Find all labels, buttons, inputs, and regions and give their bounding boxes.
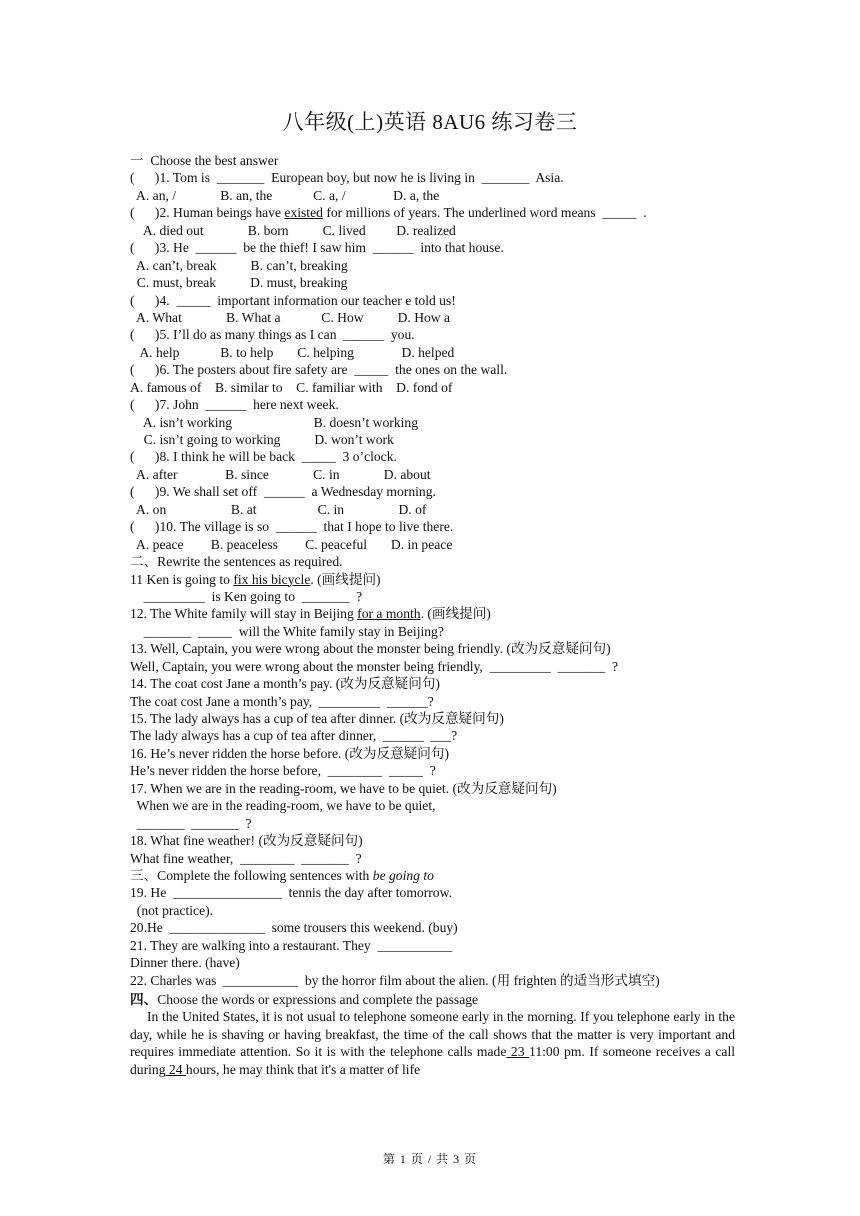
question-18: 18. What fine weather! (改为反意疑问句): [130, 833, 363, 849]
question-12-answer: _______ _____ will the White family stay in Beijing?: [130, 623, 444, 639]
question-17-answer-blanks: _______ _______ ?: [130, 815, 252, 831]
question-3: ( )3. He ______ be the thief! I saw him ______ into that house.: [130, 240, 504, 256]
section-1-header: 一 Choose the best answer: [130, 153, 279, 168]
section-4-header: [130, 991, 735, 1008]
question-6-options: A. famous of B. similar to C. familiar with D. fond of: [130, 379, 453, 395]
worksheet-body: [130, 152, 735, 1078]
question-14-answer: The coat cost Jane a month’s pay, _________ ______?: [130, 693, 434, 709]
blank-24: 24: [165, 1061, 186, 1077]
question-10: ( )10. The village is so ______ that I hope to live there.: [130, 519, 454, 535]
question-3-options-ab: A. can’t, break B. can’t, breaking: [130, 257, 348, 273]
question-2-text: ( )2. Human beings have: [130, 205, 285, 221]
underlined-phrase: fix his bicycle: [233, 571, 311, 587]
question-12: [130, 605, 735, 622]
question-2: [130, 204, 735, 221]
question-8: ( )8. I think he will be back _____ 3 o’clock.: [130, 449, 397, 465]
question-11-answer: _________ is Ken going to _______ ?: [130, 588, 363, 604]
question-11-text: 11 Ken is going to: [130, 571, 234, 587]
section-2-header: 二、Rewrite the sentences as required.: [130, 554, 343, 570]
page-title: 八年级(上)英语 8AU6 练习卷三: [282, 110, 578, 134]
question-16: 16. He’s never ridden the horse before. (改为反意疑问句): [130, 745, 449, 761]
question-5-options: A. help B. to help C. helping D. helped: [130, 344, 455, 360]
question-22: 22. Charles was ___________ by the horror film about the alien. (用 frighten 的适当形式填空): [130, 972, 660, 988]
question-19-hint: (not practice).: [130, 902, 214, 918]
question-9-options: A. on B. at C. in D. of: [130, 501, 427, 517]
question-4: ( )4. _____ important information our teacher e told us!: [130, 292, 456, 308]
question-15-answer: The lady always has a cup of tea after dinner, ______ ___?: [130, 728, 458, 744]
question-21-continued: Dinner there. (have): [130, 955, 240, 971]
passage-text-1: In the United States, it is not usual to telephone someone early in the morning. If you telephone early in the day, while he is shaving or having breakfast, the time of the call shows that the matter is very important and requires immediate attention. So it is with the telephone calls made: [130, 1009, 735, 1060]
question-10-options: A. peace B. peaceless C. peaceful D. in peace: [130, 536, 453, 552]
question-11-text-end: . (画线提问): [310, 571, 381, 587]
question-17-answer: When we are in the reading-room, we have to be quiet,: [130, 798, 436, 814]
passage-text-3: hours, he may think that it's a matter of life: [185, 1061, 421, 1077]
question-12-text: 12. The White family will stay in Beijing: [130, 606, 358, 622]
section-3-header-text: 三、Complete the following sentences with: [130, 867, 373, 883]
reading-passage: [130, 1008, 735, 1078]
section-4-header-text: Choose the words or expressions and complete the passage: [157, 992, 479, 1007]
question-16-answer: He’s never ridden the horse before, ________ _____ ?: [130, 763, 436, 779]
question-7: ( )7. John ______ here next week.: [130, 397, 339, 413]
page-footer: 第 1 页 / 共 3 页: [382, 1152, 478, 1166]
question-5: ( )5. I’ll do as many things as I can ______ you.: [130, 327, 415, 343]
question-21: 21. They are walking into a restaurant. They ___________: [130, 937, 453, 953]
question-20: 20.He ______________ some trousers this weekend. (buy): [130, 920, 458, 936]
question-1: ( )1. Tom is _______ European boy, but now he is living in _______ Asia.: [130, 170, 564, 186]
question-2-text-end: for millions of years. The underlined word means _____ .: [322, 205, 647, 221]
question-19: 19. He ________________ tennis the day after tomorrow.: [130, 885, 452, 901]
underlined-phrase: for a month: [357, 606, 421, 622]
blank-23: 23: [506, 1044, 530, 1060]
question-7-options-ab: A. isn’t working B. doesn’t working: [130, 414, 418, 430]
section-4-number: 四、: [130, 992, 158, 1007]
question-12-text-end: . (画线提问): [420, 606, 491, 622]
question-7-options-cd: C. isn’t going to working D. won’t work: [130, 432, 394, 447]
question-4-options: A. What B. What a C. How D. How a: [130, 309, 451, 325]
question-13-answer: Well, Captain, you were wrong about the monster being friendly, _________ _______ ?: [130, 658, 619, 674]
question-9: ( )9. We shall set off ______ a Wednesday morning.: [130, 484, 436, 500]
question-11: [130, 571, 735, 588]
section-3-header: [130, 867, 735, 884]
question-15: 15. The lady always has a cup of tea after dinner. (改为反意疑问句): [130, 711, 504, 726]
question-18-answer: What fine weather, ________ _______ ?: [130, 850, 362, 866]
section-3-header-italic: be going to: [372, 867, 434, 883]
question-2-options: A. died out B. born C. lived D. realized: [130, 222, 456, 238]
underlined-word: existed: [284, 205, 323, 221]
question-1-options: A. an, / B. an, the C. a, / D. a, the: [130, 187, 440, 203]
question-6: ( )6. The posters about fire safety are _____ the ones on the wall.: [130, 362, 508, 378]
question-14: 14. The coat cost Jane a month’s pay. (改为反意疑问句): [130, 676, 440, 692]
passage-text-2: 11:00 pm. If someone receives a call during: [130, 1044, 735, 1077]
question-3-options-cd: C. must, break D. must, breaking: [130, 275, 348, 291]
question-8-options: A. after B. since C. in D. about: [130, 466, 431, 482]
question-17: 17. When we are in the reading-room, we have to be quiet. (改为反意疑问句): [130, 780, 557, 796]
question-13: 13. Well, Captain, you were wrong about the monster being friendly. (改为反意疑问句): [130, 641, 611, 657]
